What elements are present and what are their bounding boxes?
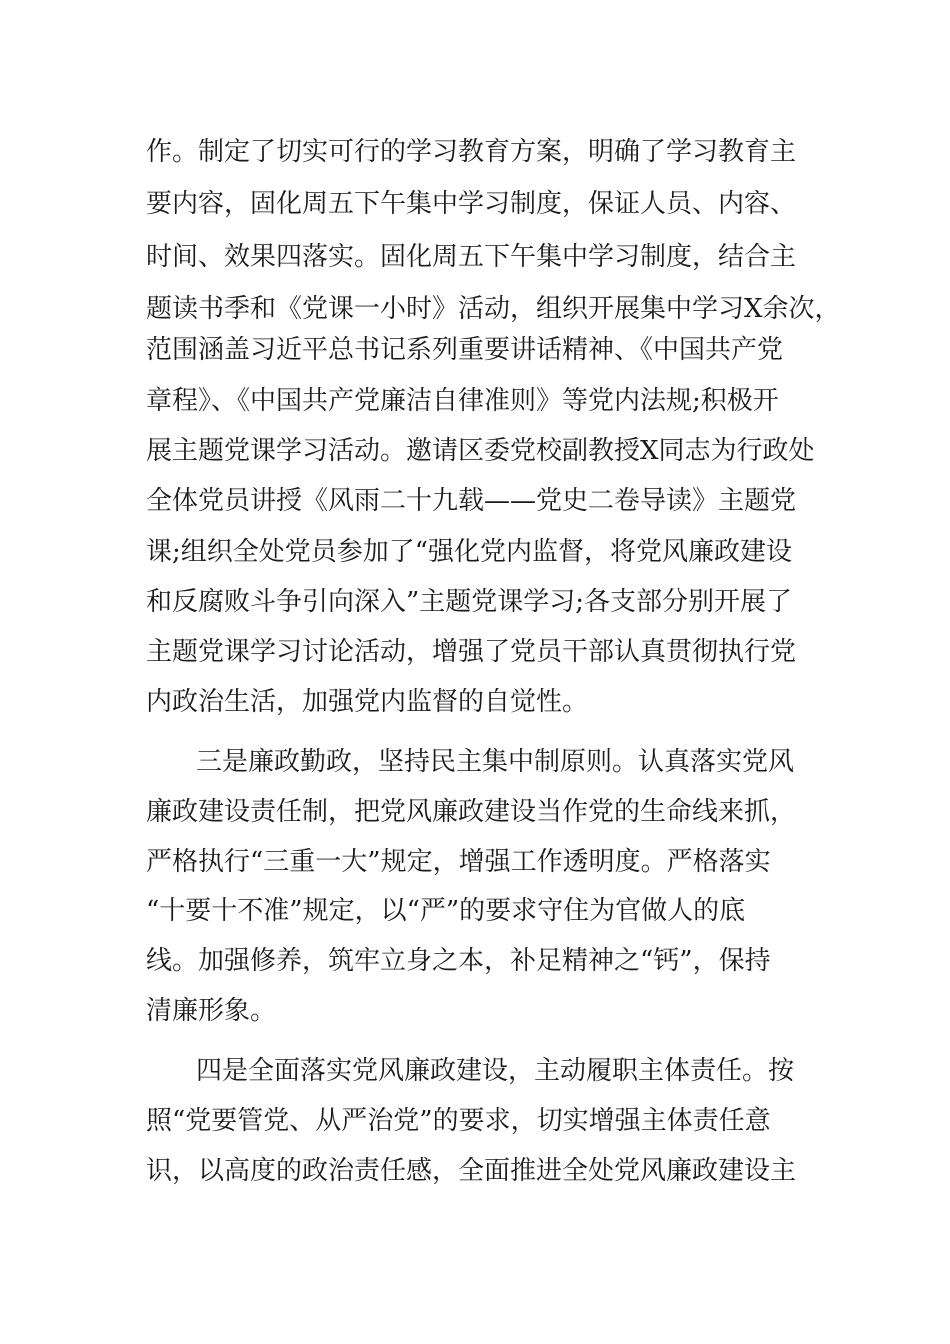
paragraph-line: 题读书季和《党课一小时》活动，组织开展集中学习X余次，	[146, 294, 841, 324]
paragraph-line: 时间、效果四落实。固化周五下午集中学习制度，结合主	[146, 242, 797, 272]
paragraph-line: 要内容，固化周五下午集中学习制度，保证人员、内容、	[146, 189, 797, 219]
paragraph-line: 三是廉政勤政，坚持民主集中制原则。认真落实党风	[196, 747, 795, 777]
paragraph-line: 识，以高度的政治责任感，全面推进全处党风廉政建设主	[146, 1156, 797, 1186]
paragraph-line: 廉政建设责任制，把党风廉政建设当作党的生命线来抓，	[146, 797, 797, 827]
paragraph-line: 章程》、《中国共产党廉洁自律准则》等党内法规;积极开	[146, 386, 779, 416]
paragraph-line: 线。加强修养，筑牢立身之本，补足精神之“钙”，保持	[146, 946, 771, 976]
paragraph-line: 作。制定了切实可行的学习教育方案，明确了学习教育主	[146, 137, 797, 167]
paragraph-line: 全体党员讲授《风雨二十九载——党史二卷导读》主题党	[146, 486, 797, 516]
paragraph-line: 内政治生活，加强党内监督的自觉性。	[146, 687, 589, 717]
paragraph-line: 严格执行“三重一大”规定，增强工作透明度。严格落实	[146, 847, 771, 877]
paragraph-line: 展主题党课学习活动。邀请区委党校副教授X同志为行政处	[146, 436, 815, 466]
paragraph-line: “十要十不准”规定，以“严”的要求守住为官做人的底	[146, 896, 746, 926]
paragraph-line: 主题党课学习讨论活动，增强了党员干部认真贯彻执行党	[146, 637, 797, 667]
paragraph-line: 课;组织全处党员参加了“强化党内监督，将党风廉政建设	[146, 537, 793, 567]
paragraph-line: 和反腐败斗争引向深入”主题党课学习;各支部分别开展了	[146, 587, 793, 617]
paragraph-line: 四是全面落实党风廉政建设，主动履职主体责任。按	[196, 1056, 795, 1086]
paragraph-line: 照“党要管党、从严治党”的要求，切实增强主体责任意	[146, 1106, 771, 1136]
paragraph-line: 范围涵盖习近平总书记系列重要讲话精神、《中国共产党	[146, 335, 784, 365]
paragraph-line: 清廉形象。	[146, 996, 277, 1026]
